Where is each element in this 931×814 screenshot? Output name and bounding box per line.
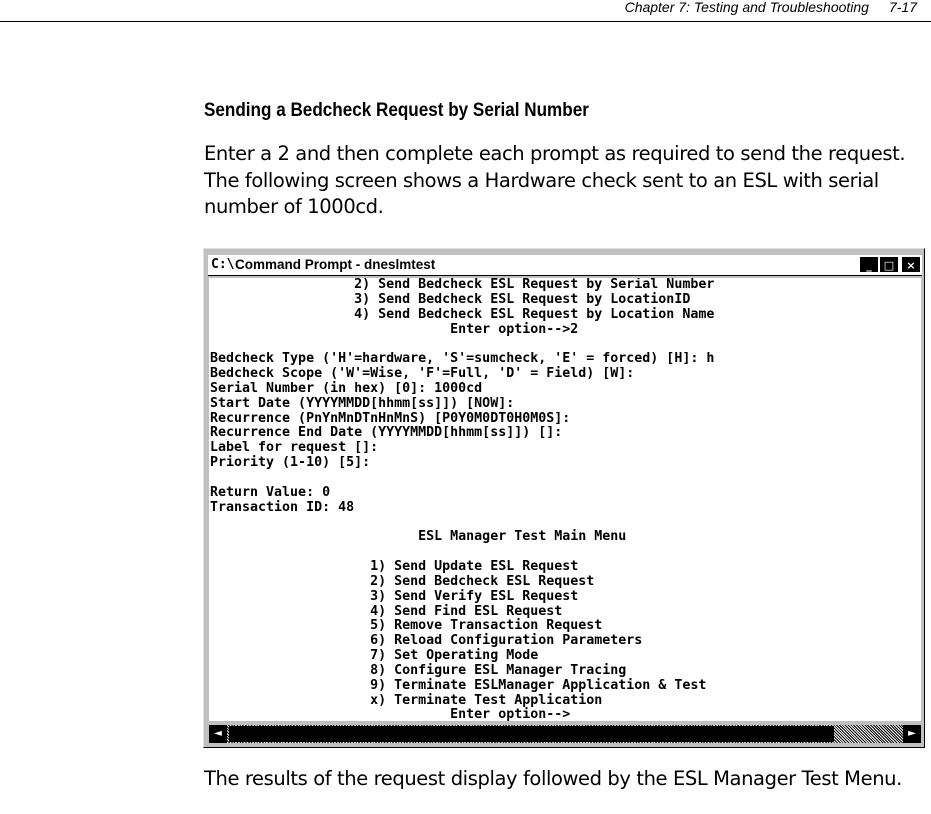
scrollbar-thumb[interactable] — [229, 726, 834, 742]
section-heading: Sending a Bedcheck Request by Serial Number — [204, 100, 589, 121]
console-line: Enter option-->2 — [210, 321, 579, 337]
page-number: 7-17 — [888, 0, 917, 15]
console-line: 3) Send Verify ESL Request — [210, 588, 579, 604]
console-icon: C:\ — [211, 257, 235, 272]
console-line: 9) Terminate ESLManager Application & Test — [210, 677, 707, 693]
outro-paragraph: The results of the request display followed by the ESL Manager Test Menu. — [204, 767, 902, 790]
minimize-button[interactable]: _ — [860, 257, 878, 272]
console-line: Bedcheck Type ('H'=hardware, 'S'=sumcheck, 'E' = forced) [H]: h — [210, 351, 715, 367]
console-output[interactable] — [209, 278, 921, 721]
scroll-right-arrow-icon[interactable]: ► — [903, 725, 921, 743]
window-title: Command Prompt - dneslmtest — [235, 257, 436, 272]
horizontal-scrollbar[interactable] — [209, 725, 921, 743]
console-line: Recurrence End Date (YYYYMMDD[hhmm[ss]]) []: — [210, 425, 563, 441]
console-line: Transaction ID: 48 — [210, 499, 355, 515]
console-line: 3) Send Bedcheck ESL Request by LocationID — [210, 291, 691, 307]
console-line: ESL Manager Test Main Menu — [210, 529, 627, 545]
console-line: Start Date (YYYYMMDD[hhmm[ss]]) [NOW]: — [210, 395, 515, 411]
intro-paragraph: Enter a 2 and then complete each prompt as required to send the request. The following screen shows a Hardware check sent to an ESL with serial number of 1000cd. — [204, 142, 906, 218]
console-line: Return Value: 0 — [210, 484, 331, 500]
scroll-left-arrow-icon[interactable]: ◄ — [209, 725, 227, 743]
console-line: 4) Send Find ESL Request — [210, 603, 563, 619]
console-line: x) Terminate Test Application — [210, 692, 603, 708]
console-line: Label for request []: — [210, 440, 379, 456]
console-line: Bedcheck Scope ('W'=Wise, 'F'=Full, 'D' = Field) [W]: — [210, 366, 635, 382]
console-line: 2) Send Bedcheck ESL Request — [210, 573, 595, 589]
console-line: 4) Send Bedcheck ESL Request by Location Name — [210, 306, 715, 322]
header-rule — [0, 21, 931, 22]
close-button[interactable]: × — [902, 257, 920, 272]
command-prompt-window — [203, 248, 925, 748]
console-line: 7) Set Operating Mode — [210, 648, 539, 664]
window-titlebar[interactable] — [208, 255, 922, 276]
console-line: Priority (1-10) [5]: — [210, 455, 371, 471]
console-line: 1) Send Update ESL Request — [210, 559, 579, 575]
console-line: 2) Send Bedcheck ESL Request by Serial Number — [210, 278, 715, 292]
chapter-title: Chapter 7: Testing and Troubleshooting — [624, 0, 869, 15]
running-header — [625, 0, 917, 21]
console-line: Recurrence (PnYnMnDTnHnMnS) [P0Y0M0DT0H0M0S]: — [210, 410, 571, 426]
console-line: Enter option--> — [210, 707, 571, 721]
console-text — [209, 278, 921, 721]
console-line: Serial Number (in hex) [0]: 1000cd — [210, 380, 483, 396]
console-line: 8) Configure ESL Manager Tracing — [210, 662, 627, 678]
maximize-button[interactable]: □ — [880, 257, 898, 272]
console-line: 5) Remove Transaction Request — [210, 618, 603, 634]
console-line: 6) Reload Configuration Parameters — [210, 633, 643, 649]
